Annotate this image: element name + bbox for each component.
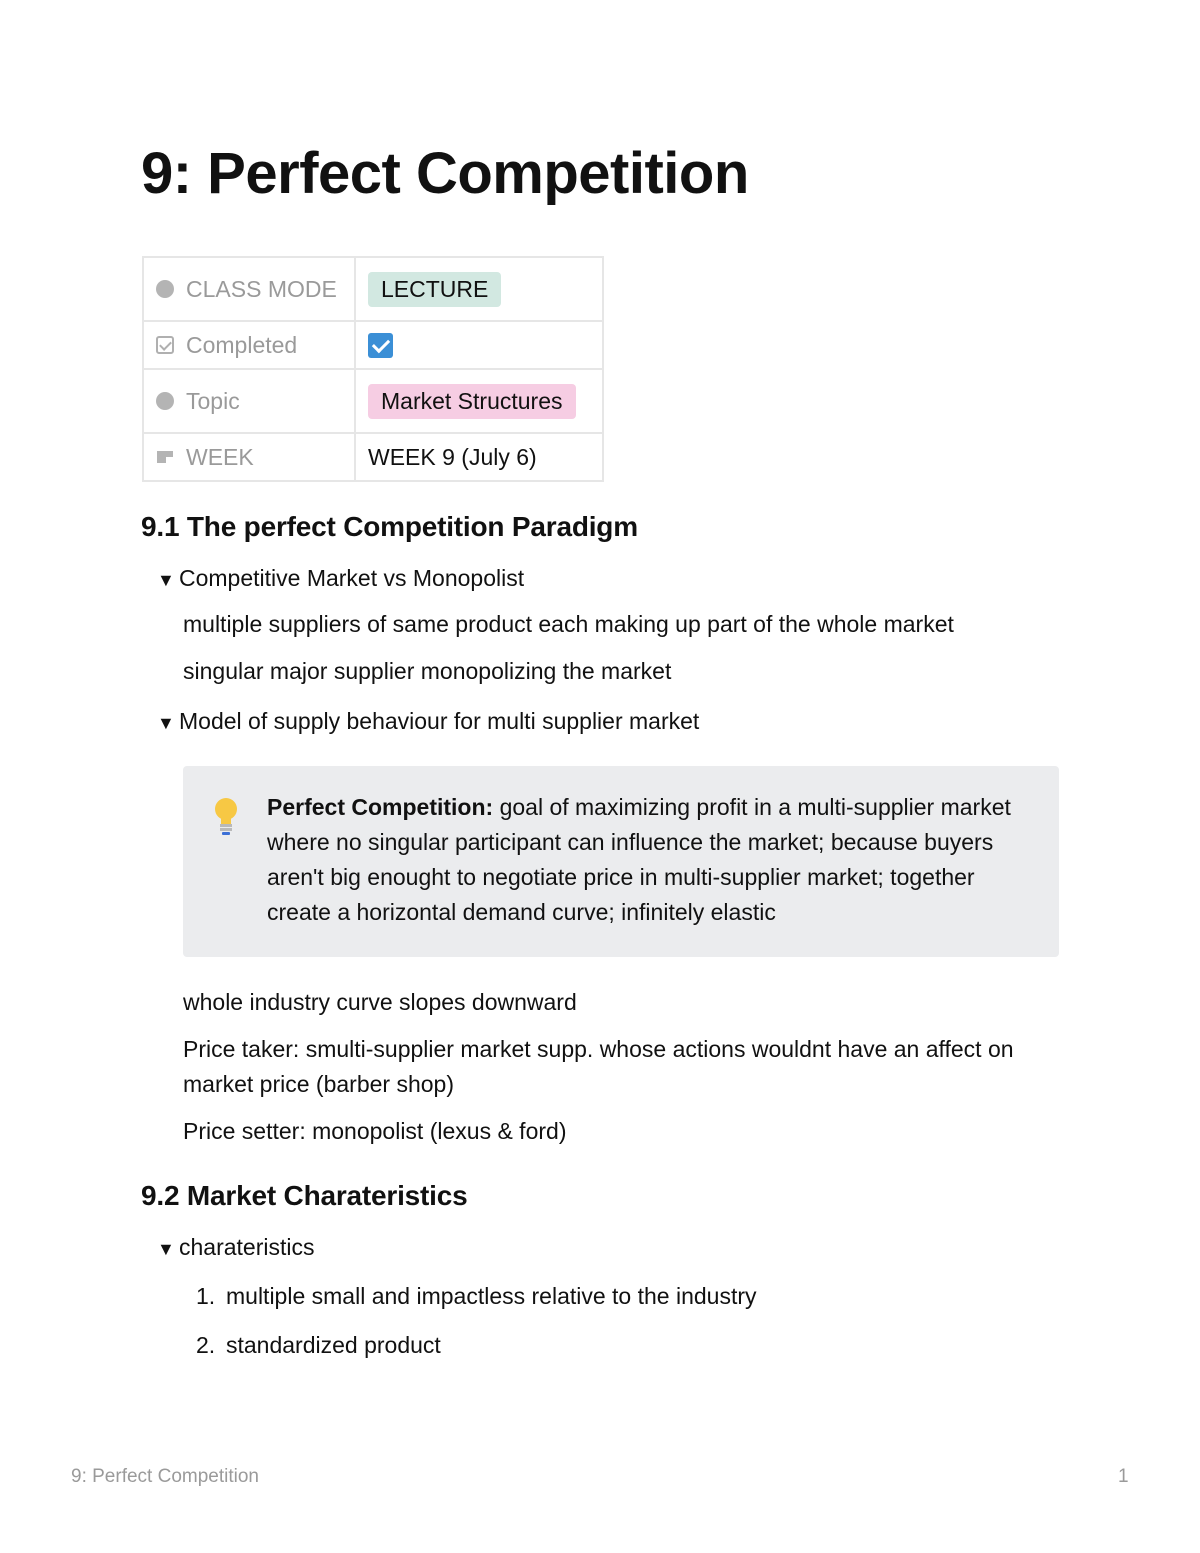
select-icon	[156, 280, 174, 298]
triangle-down-icon[interactable]: ▼	[157, 1239, 175, 1259]
toggle-competitive-market[interactable]	[157, 565, 524, 592]
property-key: WEEK	[186, 443, 254, 470]
callout-box	[183, 766, 1059, 957]
property-key: CLASS MODE	[186, 275, 337, 302]
list-number: 1.	[196, 1283, 216, 1309]
list-number: 2.	[196, 1332, 216, 1358]
relation-icon	[156, 448, 174, 466]
page-title: 9: Perfect Competition	[141, 141, 749, 206]
list-item	[196, 1332, 441, 1359]
toggle-label: charateristics	[179, 1234, 315, 1260]
property-row-week	[143, 433, 603, 481]
completed-checkbox[interactable]	[368, 333, 393, 358]
list-item	[196, 1283, 757, 1310]
week-relation-link[interactable]: WEEK 9 (July 6)	[368, 443, 537, 470]
toggle-label: Competitive Market vs Monopolist	[179, 565, 525, 591]
property-row-completed	[143, 321, 603, 369]
triangle-down-icon[interactable]: ▼	[157, 713, 175, 733]
section-heading-9-2: 9.2 Market Charateristics	[141, 1180, 468, 1211]
paragraph: whole industry curve slopes downward	[183, 989, 577, 1015]
toggle-label: Model of supply behaviour for multi supplier market	[179, 708, 700, 734]
property-row-class-mode	[143, 257, 603, 321]
footer-title: 9: Perfect Competition	[71, 1466, 259, 1487]
paragraph: singular major supplier monopolizing the market	[183, 658, 672, 684]
property-key: Completed	[186, 331, 298, 358]
paragraph: Price taker: smulti-supplier market supp. whose actions wouldnt have an affect on market price (barber shop)	[183, 1036, 1014, 1097]
class-mode-tag[interactable]: LECTURE	[368, 272, 501, 307]
topic-tag[interactable]: Market Structures	[368, 384, 576, 419]
callout-text	[267, 790, 1042, 930]
callout-term: Perfect Competition:	[267, 794, 494, 820]
toggle-charateristics[interactable]	[157, 1234, 314, 1261]
lightbulb-icon	[211, 796, 241, 836]
toggle-supply-model[interactable]	[157, 708, 699, 735]
select-icon	[156, 392, 174, 410]
section-heading-9-1: 9.1 The perfect Competition Paradigm	[141, 511, 638, 542]
checkbox-icon	[156, 336, 174, 354]
triangle-down-icon[interactable]: ▼	[157, 570, 175, 590]
property-key: Topic	[186, 387, 240, 414]
list-text: multiple small and impactless relative to the industry	[226, 1283, 757, 1309]
paragraph: Price setter: monopolist (lexus & ford)	[183, 1118, 567, 1144]
footer-page-number: 1	[1118, 1466, 1129, 1487]
callout-definition: goal of maximizing profit in a multi-supplier market where no singular participant can influence the market; because buyers aren't big enought to negotiate price in multi-supplier market; together create a horizontal demand curve; infinitely elastic	[267, 794, 1011, 925]
properties-table	[142, 256, 604, 482]
property-row-topic	[143, 369, 603, 433]
list-text: standardized product	[226, 1332, 441, 1358]
paragraph: multiple suppliers of same product each making up part of the whole market	[183, 611, 954, 637]
